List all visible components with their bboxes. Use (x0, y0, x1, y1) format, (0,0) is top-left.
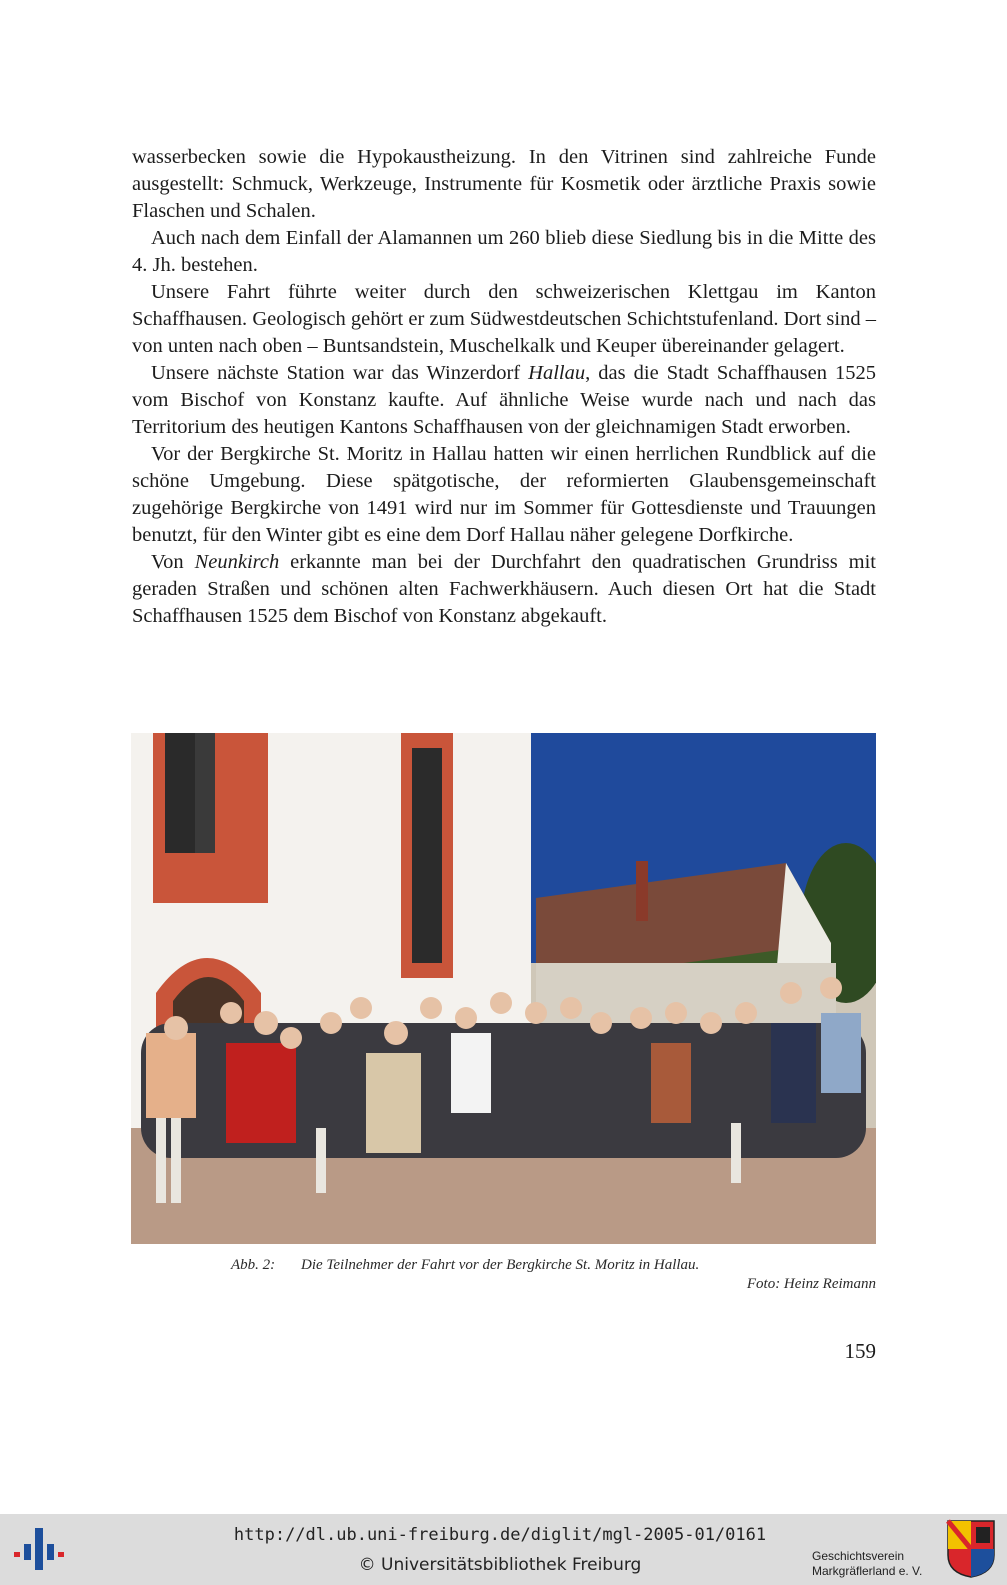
caption-text: Die Teilnehmer der Fahrt vor der Bergkirche St. Moritz in Hallau. (301, 1257, 700, 1273)
publisher-line: Markgräflerland e. V. (812, 1564, 923, 1578)
publisher-line: Geschichtsverein (812, 1549, 905, 1563)
paragraph-text: Unsere nächste Station war das Winzerdorf (151, 362, 529, 384)
paragraph: wasserbecken sowie die Hypokaustheizung. In den Vitrinen sind zahlreiche Funde ausgestellt: Schmuck, Werkzeuge, Instrumente für Kosmetik oder ärztliche Praxis sowie Flaschen und Schalen. (132, 146, 876, 222)
paragraph-text: Von (151, 551, 195, 573)
paragraph: Auch nach dem Einfall der Alamannen um 260 blieb diese Siedlung bis in die Mitte des 4. Jh. bestehen. (132, 227, 876, 276)
publisher-name (812, 1549, 947, 1579)
footer-bar (0, 1514, 1007, 1585)
place-name-neunkirch: Neunkirch (194, 551, 280, 573)
photo-credit: Foto: Heinz Reimann (746, 1276, 876, 1292)
copyright-notice: © Universitätsbibliothek Freiburg (358, 1555, 642, 1575)
paragraph (132, 360, 876, 441)
caption-label: Abb. 2: (231, 1257, 276, 1273)
paragraph: Unsere Fahrt führte weiter durch den schweizerischen Klettgau im Kanton Schaffhausen. Geologisch gehört er zum Südwestdeutschen Schichtstufenland. Dort sind – von unten nach oben – Buntsandstein, Muschelkalk und Keuper übereinander gelagert. (132, 281, 876, 357)
figure-caption (131, 1256, 876, 1294)
body-text (132, 144, 876, 630)
caption-line (131, 1256, 876, 1275)
document-url-link[interactable]: http://dl.ub.uni-freiburg.de/diglit/mgl-2005-01/0161 (233, 1525, 767, 1545)
paragraph-text: erkannte man bei der Durchfahrt den quadratischen Grundriss mit geraden Straßen und schönen alten Fachwerkhäusern. Auch diesen Ort hat die Stadt Schaffhausen 1525 dem Bischof von Konstanz abgekauft. (132, 551, 876, 627)
ub-freiburg-logo-icon (14, 1526, 64, 1572)
paragraph: Vor der Bergkirche St. Moritz in Hallau hatten wir einen herrlichen Rundblick auf die schöne Umgebung. Diese spätgotische, der reformierten Glaubensgemeinschaft zugehörige Bergkirche von 1491 wird nur im Sommer für Gottesdienste und Trauungen benutzt, für den Winter gibt es eine dem Dorf Hallau näher gelegene Dorfkirche. (132, 443, 876, 546)
paragraph (132, 549, 876, 630)
page-number: 159 (844, 1339, 876, 1363)
place-name-hallau: Hallau (528, 362, 586, 384)
group-photo (131, 733, 876, 1244)
coat-of-arms-icon (946, 1519, 996, 1579)
paragraph-text: , das die Stadt Schaffhausen 1525 vom Bischof von Konstanz kaufte. Auf ähnliche Weise wurde nach und nach das Territorium des heutigen Kantons Schaffhausen von der gleichnamigen Stadt erworben. (132, 362, 876, 438)
